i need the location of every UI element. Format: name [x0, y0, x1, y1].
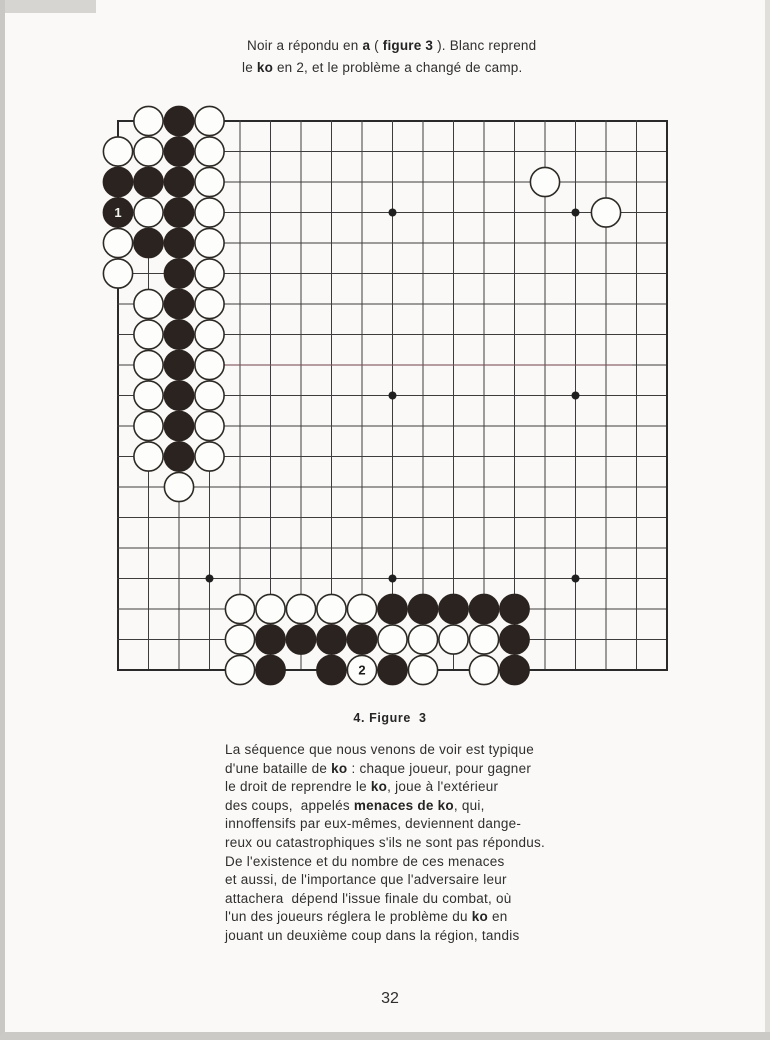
stone-white [469, 625, 498, 654]
stone-white [103, 228, 132, 257]
stone-white [408, 625, 437, 654]
stone-black [164, 106, 193, 135]
star-point [572, 392, 580, 400]
stone-label: 2 [358, 662, 366, 678]
stone-white [225, 594, 254, 623]
stone-black [164, 289, 193, 318]
stone-white [134, 350, 163, 379]
stone-black [469, 594, 498, 623]
stone-white [134, 320, 163, 349]
stone-black [256, 655, 285, 684]
stone-white [469, 655, 498, 684]
stone-white [195, 320, 224, 349]
stone-white [134, 106, 163, 135]
stone-white [195, 259, 224, 288]
stone-white [195, 381, 224, 410]
stone-black [164, 167, 193, 196]
stone-white [195, 442, 224, 471]
stone-white [195, 228, 224, 257]
stone-black [164, 137, 193, 166]
stone-white [134, 411, 163, 440]
stone-white [103, 259, 132, 288]
stone-black [500, 625, 529, 654]
text-line: l'un des joueurs réglera le problème du ko en [225, 909, 508, 925]
stone-white [256, 594, 285, 623]
stone-white [195, 137, 224, 166]
text-line: innoffensifs par eux-mêmes, deviennent dange- [225, 816, 522, 832]
star-point [389, 392, 397, 400]
stone-black [286, 625, 315, 654]
figure-caption: 4. Figure 3 [353, 711, 427, 725]
stone-black [164, 228, 193, 257]
stone-black [378, 655, 407, 684]
stone-black [103, 167, 132, 196]
stone-black [317, 655, 346, 684]
star-point [206, 575, 214, 583]
text-line: Noir a répondu en a ( figure 3 ). Blanc reprend [247, 38, 537, 53]
stone-white [347, 594, 376, 623]
stone-white [408, 655, 437, 684]
stone-black [164, 259, 193, 288]
stone-black [134, 228, 163, 257]
stone-white [591, 198, 620, 227]
stone-black [164, 198, 193, 227]
stone-white [286, 594, 315, 623]
stone-white [195, 198, 224, 227]
stone-label: 1 [114, 205, 122, 221]
stone-white [134, 289, 163, 318]
star-point [572, 575, 580, 583]
stone-black [408, 594, 437, 623]
stone-black [500, 594, 529, 623]
text-line: attachera dépend l'issue finale du combat, où [225, 890, 512, 906]
stone-white [134, 442, 163, 471]
stone-white [195, 289, 224, 318]
text-line: La séquence que nous venons de voir est typique [225, 742, 534, 757]
stone-black [103, 198, 132, 227]
scan-edge-top [0, 0, 96, 13]
stone-white [225, 625, 254, 654]
stone-black [347, 625, 376, 654]
stone-white [195, 167, 224, 196]
stone-black [439, 594, 468, 623]
star-point [572, 209, 580, 217]
text-line: et aussi, de l'importance que l'adversaire leur [225, 872, 507, 888]
stone-black [500, 655, 529, 684]
body-text [225, 741, 545, 946]
stone-white [378, 625, 407, 654]
text-line: le droit de reprendre le ko, joue à l'extérieur [225, 779, 499, 795]
stone-black [317, 625, 346, 654]
scan-edge-right [765, 0, 770, 1040]
text-line: d'une bataille de ko : chaque joueur, pour gagner [225, 760, 532, 776]
stone-white [195, 350, 224, 379]
stone-white [195, 411, 224, 440]
scan-edge-left [0, 0, 5, 1040]
stone-black [164, 381, 193, 410]
stone-black [164, 442, 193, 471]
text-line: De l'existence et du nombre de ces menaces [225, 853, 505, 869]
stone-white [439, 625, 468, 654]
stone-black [164, 320, 193, 349]
scan-edge-bottom [0, 1032, 770, 1040]
stone-white [225, 655, 254, 684]
text-line: des coups, appelés menaces de ko, qui, [225, 797, 485, 813]
stone-white [103, 137, 132, 166]
stone-black [164, 350, 193, 379]
text-line: reux ou catastrophiques s'ils ne sont pas répondus. [225, 834, 546, 850]
stone-black [256, 625, 285, 654]
stone-white [134, 198, 163, 227]
stone-white [195, 106, 224, 135]
stone-black [378, 594, 407, 623]
text-line: jouant un deuxième coup dans la région, tandis [225, 927, 520, 943]
stone-black [164, 411, 193, 440]
stone-black [134, 167, 163, 196]
stone-white [134, 381, 163, 410]
stone-white [530, 167, 559, 196]
star-point [389, 209, 397, 217]
stone-white [347, 655, 376, 684]
stone-white [317, 594, 346, 623]
star-point [389, 575, 397, 583]
page-number: 32 [381, 990, 399, 1007]
text-line: le ko en 2, et le problème a changé de camp. [242, 59, 523, 75]
stone-white [134, 137, 163, 166]
stone-white [164, 472, 193, 501]
intro-text [242, 35, 536, 78]
